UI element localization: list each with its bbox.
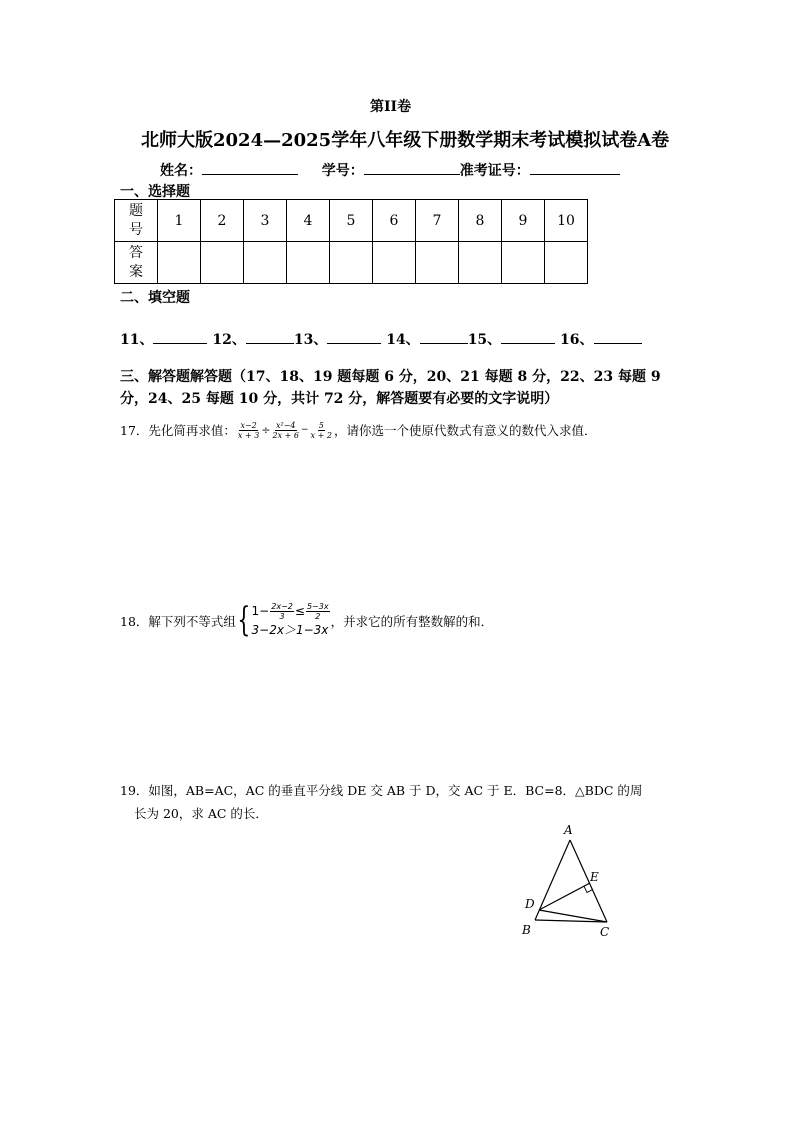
q17-minus-sign: − — [301, 425, 309, 435]
q18-inequality-1: 1− $\frac{2x-2}{3}$ ≤ $\frac{5-3x}{2}$ — [251, 602, 329, 621]
blank-label: 12、 — [212, 332, 246, 348]
answer-cell[interactable] — [201, 242, 244, 284]
question-number-header: 题号 — [115, 200, 158, 242]
section2-title: 二、填空题 — [120, 290, 190, 306]
answer-cell[interactable] — [244, 242, 287, 284]
q17-fraction-3: $\frac{5}{x + 2}$ — [310, 420, 332, 440]
id-field[interactable] — [364, 160, 460, 175]
segment-de — [539, 883, 590, 910]
label-b: B — [522, 923, 531, 937]
q18-brace: { — [237, 600, 251, 640]
blank-label: 15、 — [467, 332, 502, 348]
answer-cell[interactable] — [373, 242, 416, 284]
question-number: 1 — [158, 200, 201, 242]
q17-fraction-2: $\frac{\text{x²−4}}{2x + 6}$ — [272, 420, 299, 440]
blank-label: 13、 — [293, 332, 328, 348]
blank-label: 11、 — [120, 332, 154, 348]
label-e: E — [590, 870, 599, 884]
blank-field[interactable] — [420, 329, 468, 344]
label-a: A — [564, 823, 573, 837]
ticket-label: 准考证号： — [459, 163, 530, 179]
section3-title-line2: 分，24、25 每题 10 分，共计 72 分，解答题要有必要的文字说明） — [120, 391, 559, 407]
question-number: 5 — [330, 200, 373, 242]
question-number: 8 — [459, 200, 502, 242]
section3-title-line1: 三、解答题解答题（17、18、19 题每题 6 分，20、21 每题 8 分，22、23 每题 9 — [120, 369, 661, 385]
q17-divide-sign: ÷ — [261, 423, 271, 437]
blank-label: 14、 — [386, 332, 420, 348]
blank-field[interactable] — [594, 329, 642, 344]
q17-fraction-1: $\frac{x-2}{x + 3}$ — [237, 420, 260, 440]
question-number: 2 — [201, 200, 244, 242]
section1-title: 一、选择题 — [120, 184, 190, 200]
question-number: 9 — [502, 200, 545, 242]
answer-cell[interactable] — [459, 242, 502, 284]
blank-field[interactable] — [327, 329, 381, 344]
answer-table — [114, 199, 588, 284]
volume-label: 第II卷 — [370, 99, 412, 115]
blank-field[interactable] — [153, 329, 207, 344]
name-label: 姓名： — [160, 163, 202, 179]
answer-cell[interactable] — [502, 242, 545, 284]
question-number: 7 — [416, 200, 459, 242]
question-number: 6 — [373, 200, 416, 242]
exam-title: 北师大版2024—2025学年八年级下册数学期末考试模拟试卷A卷 — [141, 130, 670, 151]
answer-header: 答案 — [115, 242, 158, 284]
ticket-field[interactable] — [530, 160, 620, 175]
question-number: 10 — [545, 200, 588, 242]
student-info — [160, 160, 620, 180]
question-number: 4 — [287, 200, 330, 242]
blank-field[interactable] — [501, 329, 555, 344]
question-17 — [120, 417, 596, 443]
q17-prefix: 17．先化简再求值： — [120, 423, 236, 438]
fill-blanks-row — [120, 329, 642, 349]
segment-ab — [535, 840, 570, 920]
id-label: 学号： — [321, 163, 364, 179]
q18-system — [252, 602, 331, 640]
q18-suffix: ，并求它的所有整数解的和． — [330, 614, 494, 629]
name-field[interactable] — [202, 160, 298, 175]
blank-label: 16、 — [560, 332, 594, 348]
q18-inequality-2: 3−2x＞1−3x — [251, 623, 329, 637]
answer-cell[interactable] — [330, 242, 373, 284]
answer-cell[interactable] — [158, 242, 201, 284]
triangle-figure — [515, 820, 625, 945]
segment-ac — [570, 840, 607, 922]
answer-cell[interactable] — [287, 242, 330, 284]
question-18 — [120, 600, 493, 642]
q19-line1: 19．如图，AB=AC，AC 的垂直平分线 DE 交 AB 于 D，交 AC 于 E．BC=8．△BDC 的周 — [120, 783, 643, 798]
answer-cell[interactable] — [545, 242, 588, 284]
table-row — [115, 242, 588, 284]
q19-line2: 长为 20，求 AC 的长． — [134, 806, 268, 821]
question-number: 3 — [244, 200, 287, 242]
blank-field[interactable] — [246, 329, 294, 344]
q18-prefix: 18．解下列不等式组 — [120, 614, 236, 629]
answer-cell[interactable] — [416, 242, 459, 284]
table-row — [115, 200, 588, 242]
q17-suffix: ，请你选一个使原代数式有意义的数代入求值． — [333, 423, 597, 438]
label-c: C — [600, 925, 610, 939]
label-d: D — [525, 897, 535, 911]
